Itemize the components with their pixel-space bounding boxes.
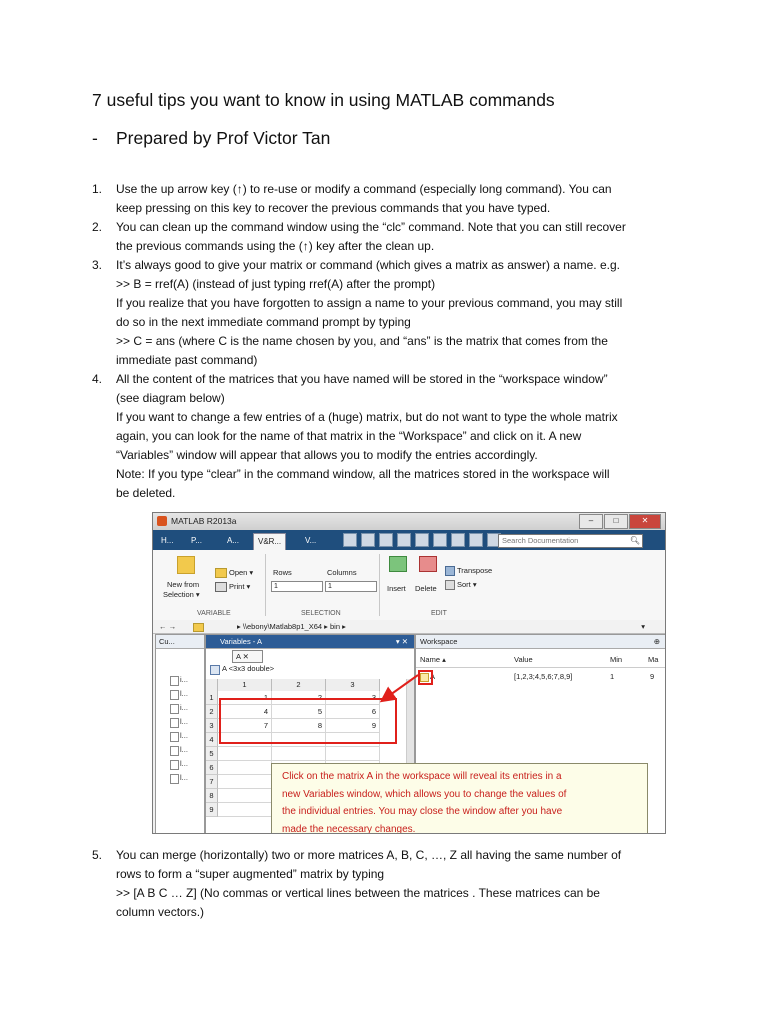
grid-cell[interactable]: 1 <box>218 691 272 705</box>
address-dropdown-icon[interactable]: ▾ <box>641 622 645 631</box>
section-selection-label: SELECTION <box>301 610 341 617</box>
ws-name[interactable]: A <box>430 672 436 681</box>
variable-description: A <3x3 double> <box>222 664 275 673</box>
workspace-menu-icon[interactable]: ⊕ <box>653 637 660 646</box>
folder-tree-item[interactable]: l... <box>180 689 188 698</box>
tip-line: “Variables” window will appear that allows you to modify the entries accordingly. <box>116 448 538 462</box>
folder-tree-item[interactable]: i... <box>180 703 188 712</box>
rows-input[interactable]: 1 <box>271 581 323 592</box>
new-from-selection-line2[interactable]: Selection ▾ <box>163 590 200 599</box>
tip-number: 4. <box>92 372 103 386</box>
tip-number: 3. <box>92 258 103 272</box>
tip-line: keep pressing on this key to recover the previous commands that you have typed. <box>116 201 551 215</box>
minimize-button[interactable]: – <box>579 514 603 529</box>
folder-tree-item[interactable]: l... <box>180 759 188 768</box>
current-folder-header: Cu... <box>156 635 204 649</box>
callout-line: made the necessary changes. <box>282 823 416 834</box>
ws-header-max[interactable]: Ma <box>648 655 659 664</box>
ws-max: 9 <box>650 672 655 681</box>
tip-item <box>92 370 682 503</box>
variables-close-icon[interactable]: ▾ ✕ <box>395 637 408 646</box>
callout-note <box>271 763 648 834</box>
tip-line: You can merge (horizontally) two or more matrices A, B, C, …, Z all having the same number of <box>116 848 622 862</box>
folder-tree-item[interactable]: l... <box>180 731 188 740</box>
row-header[interactable]: 9 <box>206 803 218 817</box>
tip-item <box>92 218 682 256</box>
document-subtitle <box>92 128 330 149</box>
column-header[interactable]: 2 <box>272 679 326 691</box>
row-header[interactable]: 6 <box>206 761 218 775</box>
tips-list-part2 <box>92 846 682 922</box>
ws-header-value[interactable]: Value <box>514 655 533 664</box>
grid-cell[interactable]: 7 <box>218 719 272 733</box>
row-header[interactable]: 3 <box>206 719 218 733</box>
row-header[interactable]: 4 <box>206 733 218 747</box>
variables-header: Variables - A ▾ ✕ <box>206 635 414 649</box>
folder-tree-item[interactable]: l... <box>180 773 188 782</box>
tip-line: All the content of the matrices that you have named will be stored in the “workspace window” <box>116 372 608 386</box>
row-header[interactable]: 8 <box>206 789 218 803</box>
tip-number: 5. <box>92 848 103 862</box>
print-button[interactable]: Print ▾ <box>229 582 251 591</box>
search-icon: 🔍︎ <box>629 536 640 545</box>
matlab-screenshot <box>152 512 666 834</box>
tip-line: If you want to change a few entries of a (huge) matrix, but do not want to type the whole matrix <box>116 410 618 424</box>
back-forward-icon[interactable]: ← → <box>159 622 177 631</box>
grid-cell[interactable]: 6 <box>326 705 380 719</box>
delete-button[interactable]: Delete <box>415 584 437 593</box>
maximize-button[interactable]: □ <box>604 514 628 529</box>
grid-cell[interactable]: 2 <box>272 691 326 705</box>
column-header[interactable]: 3 <box>326 679 380 691</box>
search-placeholder: Search Documentation <box>502 536 579 545</box>
tip-line: rows to form a “super augmented” matrix by typing <box>116 867 385 881</box>
transpose-button[interactable]: Transpose <box>457 566 493 575</box>
grid-cell[interactable]: 4 <box>218 705 272 719</box>
callout-line: the individual entries. You may close the window after you have <box>282 806 563 817</box>
subtitle-text: Prepared by Prof Victor Tan <box>116 128 331 148</box>
tip-line: You can clean up the command window using the “clc” command. Note that you can still recover <box>116 220 626 234</box>
tip-line: Note: If you type “clear” in the command window, all the matrices stored in the workspace will <box>116 467 610 481</box>
tip-line: immediate past command) <box>116 353 258 367</box>
grid-cell[interactable]: 3 <box>326 691 380 705</box>
ws-header-name[interactable]: Name ▴ <box>420 655 446 664</box>
tip-line: Use the up arrow key (↑) to re-use or modify a command (especially long command). You can <box>116 182 612 196</box>
open-button[interactable]: Open ▾ <box>229 568 254 577</box>
tip-line: (see diagram below) <box>116 391 225 405</box>
tip-line: >> B = rref(A) (instead of just typing rref(A) after the prompt) <box>116 277 436 291</box>
callout-line: Click on the matrix A in the workspace will reveal its entries in a <box>282 771 562 782</box>
columns-input[interactable]: 1 <box>325 581 377 592</box>
tip-line: column vectors.) <box>116 905 205 919</box>
rows-label: Rows <box>273 568 292 577</box>
sort-button[interactable]: Sort ▾ <box>457 580 477 589</box>
tip-line: It’s always good to give your matrix or command (which gives a matrix as answer) a name. e.g. <box>116 258 620 272</box>
address-path[interactable]: ▸ \\ebony\Matlab8p1_X64 ▸ bin ▸ <box>237 622 346 631</box>
tip-number: 2. <box>92 220 103 234</box>
tip-line: again, you can look for the name of that matrix in the “Workspace” and click on it. A new <box>116 429 582 443</box>
tip-line: be deleted. <box>116 486 176 500</box>
tab-home[interactable]: H... <box>161 536 174 545</box>
folder-tree-item[interactable]: l... <box>180 745 188 754</box>
tip-line: If you realize that you have forgotten to assign a name to your previous command, you may still <box>116 296 623 310</box>
grid-cell[interactable]: 9 <box>326 719 380 733</box>
tab-view[interactable]: V... <box>305 536 317 545</box>
tip-line: do so in the next immediate command prompt by typing <box>116 315 411 329</box>
columns-label: Columns <box>327 568 357 577</box>
row-header[interactable]: 1 <box>206 691 218 705</box>
folder-tree-item[interactable]: l... <box>180 717 188 726</box>
column-header[interactable]: 1 <box>218 679 272 691</box>
tip-item <box>92 256 682 370</box>
callout-line: new Variables window, which allows you to change the values of <box>282 788 567 800</box>
section-edit-label: EDIT <box>431 610 447 617</box>
tip-line: >> C = ans (where C is the name chosen by you, and “ans” is the matrix that comes from the <box>116 334 608 348</box>
workspace-header: Workspace ⊕ <box>416 635 666 649</box>
grid-cell[interactable]: 8 <box>272 719 326 733</box>
tips-list-part1 <box>92 180 682 503</box>
tab-variable[interactable]: V&R... <box>253 533 286 551</box>
grid-cell[interactable]: 5 <box>272 705 326 719</box>
row-header[interactable]: 7 <box>206 775 218 789</box>
tab-plots[interactable]: P... <box>191 536 202 545</box>
var-tab-a[interactable]: A ✕ <box>232 650 263 663</box>
subtitle-dash: - <box>92 128 98 148</box>
section-variable-label: VARIABLE <box>197 610 231 617</box>
document-title: 7 useful tips you want to know in using MATLAB commands <box>92 90 555 110</box>
new-from-selection-line1[interactable]: New from <box>167 580 200 589</box>
tip-line: >> [A B C … Z] (No commas or vertical lines between the matrices . These matrices can be <box>116 886 600 900</box>
tip-line: the previous commands using the (↑) key after the clean up. <box>116 239 435 253</box>
close-button[interactable]: ✕ <box>629 514 661 529</box>
tip-number: 1. <box>92 182 103 196</box>
tip-item <box>92 846 682 922</box>
insert-button[interactable]: Insert <box>387 584 406 593</box>
ws-value: [1,2,3;4,5,6;7,8,9] <box>514 672 573 681</box>
folder-tree-item[interactable]: i... <box>180 675 188 684</box>
ws-header-min[interactable]: Min <box>610 655 623 664</box>
row-header[interactable]: 2 <box>206 705 218 719</box>
matlab-window-title: MATLAB R2013a <box>171 516 237 526</box>
ws-min: 1 <box>610 672 615 681</box>
row-header[interactable]: 5 <box>206 747 218 761</box>
tab-apps[interactable]: A... <box>227 536 240 545</box>
tip-item <box>92 180 682 218</box>
red-arrow <box>383 675 418 700</box>
